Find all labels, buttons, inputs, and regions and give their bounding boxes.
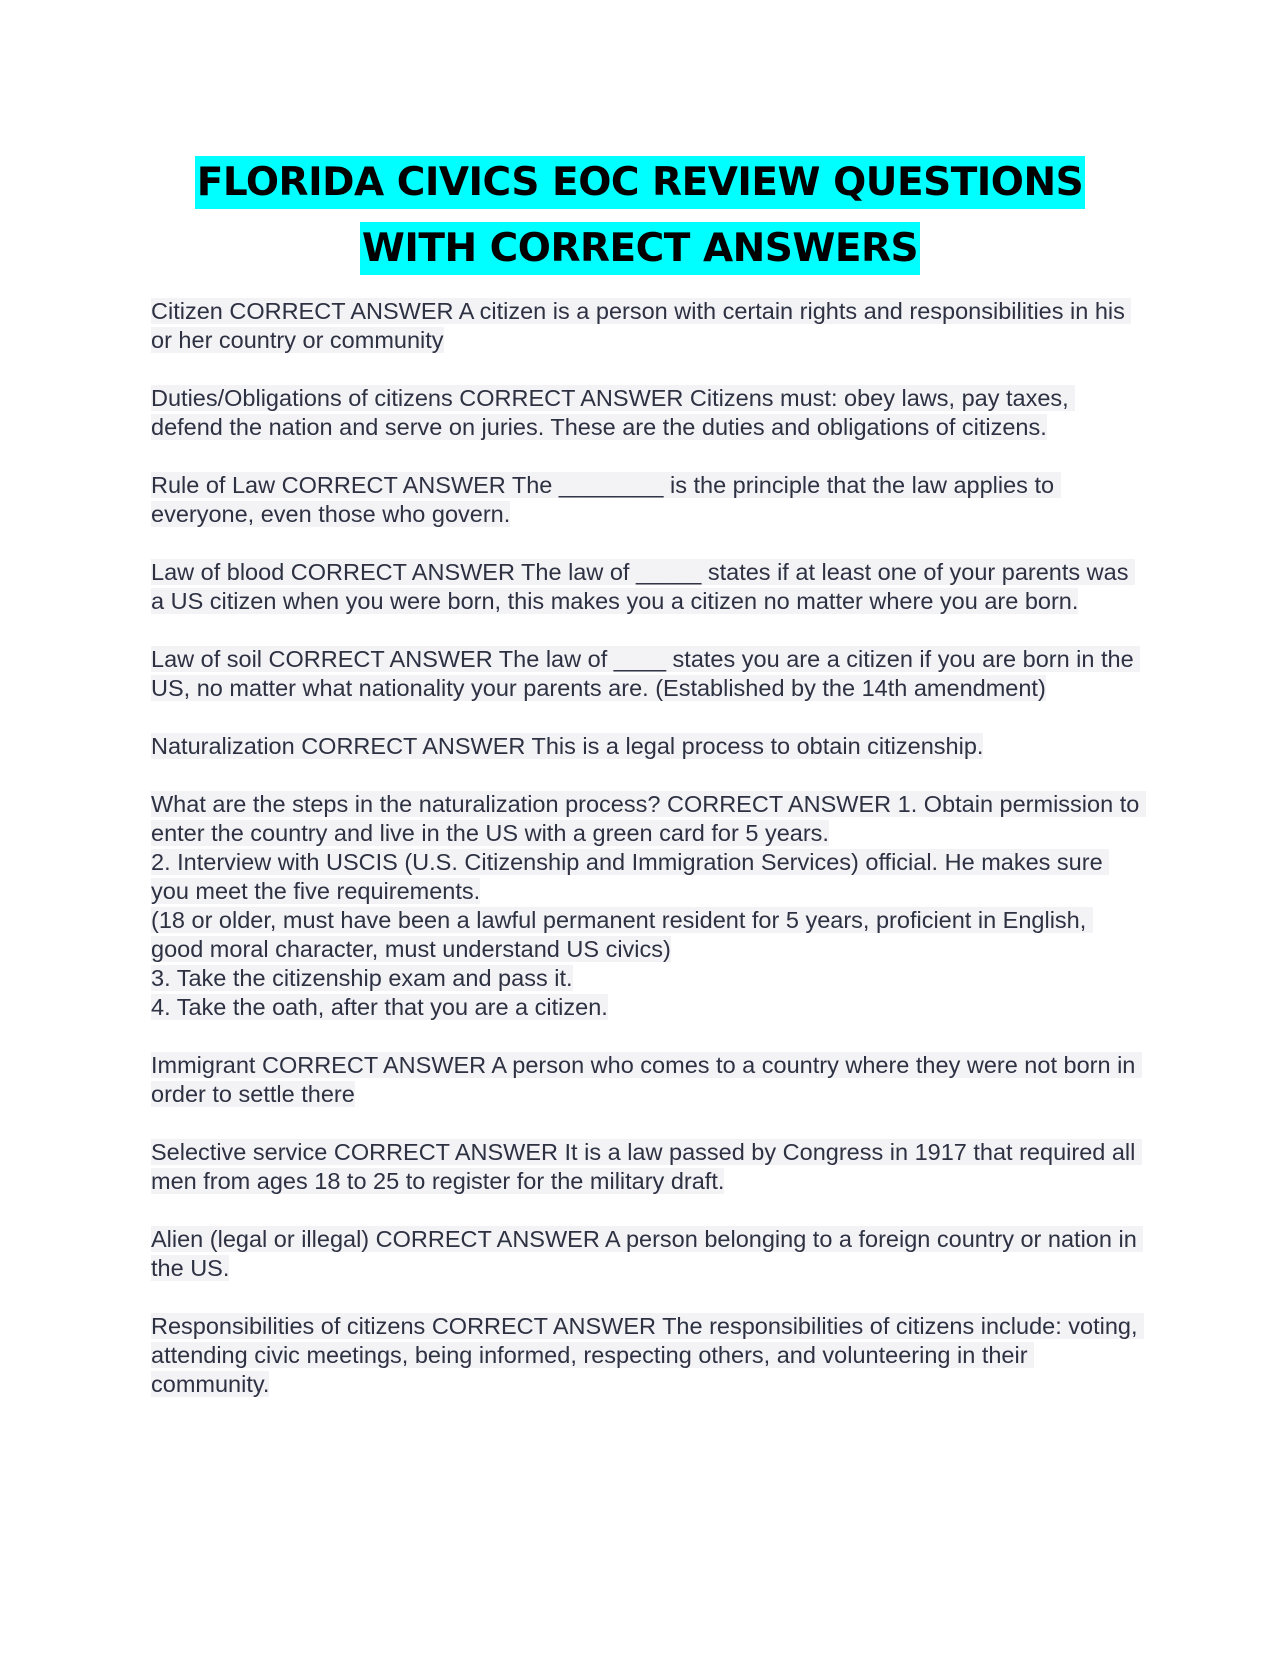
qa-item xyxy=(151,471,1141,529)
qa-item xyxy=(151,790,1141,1022)
page-title xyxy=(0,150,1280,282)
qa-item xyxy=(151,1051,1141,1109)
qa-item xyxy=(151,732,1141,761)
qa-text: Citizen CORRECT ANSWER A citizen is a person with certain rights and responsibilities in his or her country or community xyxy=(151,298,1132,353)
qa-text: Law of blood CORRECT ANSWER The law of _____ states if at least one of your parents was a US citizen when you were born, this makes you a citizen no matter where you are born. xyxy=(151,559,1136,614)
qa-item xyxy=(151,645,1141,703)
title-line-2-text: WITH CORRECT ANSWERS xyxy=(360,222,920,275)
qa-list xyxy=(151,297,1145,1428)
qa-text: Immigrant CORRECT ANSWER A person who comes to a country where they were not born in order to settle there xyxy=(151,1052,1142,1107)
qa-item xyxy=(151,1225,1144,1283)
qa-text: Selective service CORRECT ANSWER It is a law passed by Congress in 1917 that required all men from ages 18 to 25 to register for the military draft. xyxy=(151,1139,1142,1194)
qa-item xyxy=(151,1312,1145,1399)
qa-text: Responsibilities of citizens CORRECT ANSWER The responsibilities of citizens include: voting, attending civic meetings, being informed, respecting others, and volunteering in their community. xyxy=(151,1313,1145,1397)
qa-item xyxy=(151,384,1141,442)
qa-item xyxy=(151,297,1141,355)
qa-text: What are the steps in the naturalization process? CORRECT ANSWER 1. Obtain permission to enter the country and live in the US with a green card for 5 years. 2. Interview with USCIS (U.S. Citizenship and Immigration Services) official. He makes sure you meet the five requirements. (18 or older, must have been a lawful permanent resident for 5 years, proficient in English, good moral character, must understand US civics) 3. Take the citizenship exam and pass it. 4. Take the oath, after that you are a citizen. xyxy=(151,791,1146,1020)
qa-item xyxy=(151,558,1141,616)
qa-text: Duties/Obligations of citizens CORRECT ANSWER Citizens must: obey laws, pay taxes, defend the nation and serve on juries. These are the duties and obligations of citizens. xyxy=(151,385,1076,440)
title-line-1 xyxy=(0,150,1280,216)
qa-text: Alien (legal or illegal) CORRECT ANSWER A person belonging to a foreign country or nation in the US. xyxy=(151,1226,1144,1281)
title-line-1-text: FLORIDA CIVICS EOC REVIEW QUESTIONS xyxy=(195,156,1085,209)
qa-item xyxy=(151,1138,1141,1196)
title-line-2 xyxy=(0,216,1280,282)
qa-text: Law of soil CORRECT ANSWER The law of ____ states you are a citizen if you are born in the US, no matter what nationality your parents are. (Established by the 14th amendment) xyxy=(151,646,1141,701)
qa-text: Naturalization CORRECT ANSWER This is a legal process to obtain citizenship. xyxy=(151,733,984,759)
qa-text: Rule of Law CORRECT ANSWER The ________ is the principle that the law applies to everyone, even those who govern. xyxy=(151,472,1061,527)
